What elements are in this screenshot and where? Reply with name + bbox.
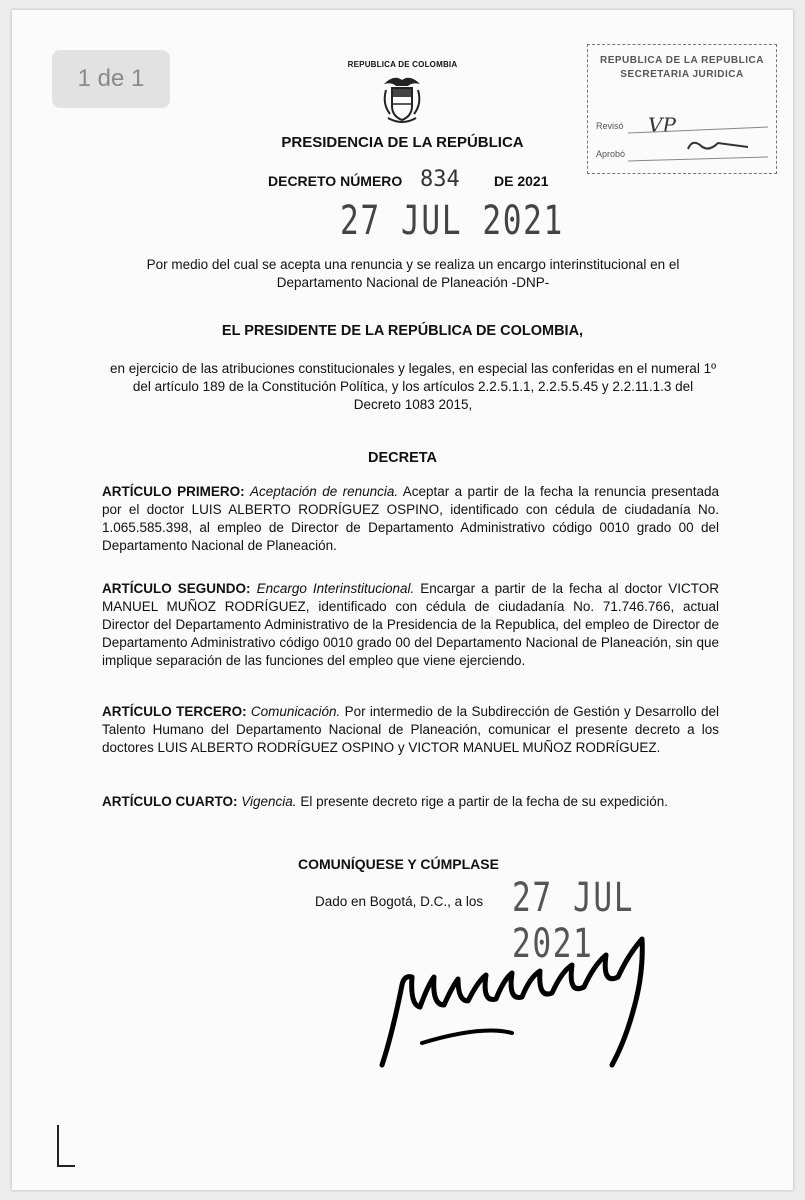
article-subtitle: Encargo Interinstitucional. bbox=[256, 581, 415, 596]
article-text: Aceptar a partir de la fecha la renuncia presentada por el doctor LUIS ALBERTO RODRÍGUEZ OSPINO, identificado con cédula de ciudadanía No. 1.065.585.398, al empleo de Director de Departamento Administrativo código 0010 grado 00 del Departamento Nacional de Planeación. bbox=[102, 484, 719, 553]
date-stamp-2: 27 JUL 2021 bbox=[512, 875, 635, 967]
article-text: Encargar a partir de la fecha al doctor VICTOR MANUEL MUÑOZ RODRÍGUEZ, identificado con cédula de ciudadanía No. 71.746.766, actual Director del Departamento Administrativo de la Presidencia de la Republica, del empleo de Director de Departamento Administrativo código 0010 grado 00 del Departamento Nacional de Planeación, sin que implique separación de las funciones del empleo que viene ejerciendo. bbox=[102, 581, 719, 668]
stamp-line-2: SECRETARIA JURIDICA bbox=[620, 69, 744, 80]
article-second bbox=[102, 580, 719, 670]
stamp-revised-label: Revisó bbox=[596, 121, 624, 131]
presidency-heading: PRESIDENCIA DE LA REPÚBLICA bbox=[281, 134, 524, 151]
page-corner-mark bbox=[57, 1165, 75, 1167]
article-subtitle: Comunicación. bbox=[250, 704, 341, 719]
decree-year: DE 2021 bbox=[494, 173, 549, 189]
article-subtitle: Aceptación de renuncia. bbox=[250, 484, 399, 499]
article-first bbox=[102, 483, 719, 555]
given-place: Dado en Bogotá, D.C., a los bbox=[315, 894, 484, 909]
decree-subject: Por medio del cual se acepta una renuncia y se realiza un encargo interinstitucional en el Departamento Nacional de Planeación -DNP- bbox=[146, 257, 680, 290]
decree-number: 834 bbox=[420, 167, 460, 192]
republic-heading: REPUBLICA DE COLOMBIA bbox=[347, 60, 458, 69]
stamp-approved-label: Aprobó bbox=[596, 149, 626, 159]
stamp-initials: VP bbox=[648, 113, 676, 137]
article-text: Por intermedio de la Subdirección de Gestión y Desarrollo del Talento Humano del Departamento Nacional de Planeación, comunicar el presente decreto a los doctores LUIS ALBERTO RODRÍGUEZ OSPINO y VICTOR MANUEL MUÑOZ RODRÍGUEZ. bbox=[102, 704, 719, 755]
stamp-signature-marks bbox=[588, 45, 776, 173]
page-corner-mark bbox=[57, 1125, 59, 1167]
date-stamp: 27 JUL 2021 bbox=[340, 198, 564, 244]
article-fourth bbox=[102, 793, 719, 811]
article-third bbox=[102, 703, 719, 757]
article-title: ARTÍCULO PRIMERO: bbox=[102, 484, 245, 499]
presidential-signature bbox=[362, 915, 682, 1075]
page-indicator: 1 de 1 bbox=[52, 50, 170, 108]
document-page bbox=[12, 10, 793, 1190]
coat-of-arms-icon bbox=[374, 70, 430, 126]
president-title: EL PRESIDENTE DE LA REPÚBLICA DE COLOMBIA, bbox=[221, 323, 584, 339]
article-title: ARTÍCULO CUARTO: bbox=[102, 794, 238, 809]
article-subtitle: Vigencia. bbox=[241, 794, 297, 809]
article-text: El presente decreto rige a partir de la fecha de su expedición. bbox=[300, 794, 669, 809]
stamp-line-1: REPUBLICA DE LA REPUBLICA bbox=[600, 55, 764, 66]
decreta-heading: DECRETA bbox=[367, 450, 437, 466]
article-title: ARTÍCULO TERCERO: bbox=[102, 704, 247, 719]
legal-powers-paragraph: en ejercicio de las atribuciones constitucionales y legales, en especial las conferidas en el numeral 1º del artículo 189 de la Constitución Política, y los artículos 2.2.5.1.1, 2.2.5.5.45 y 2.2.11.1.3 del Decreto 1083 2015, bbox=[109, 361, 717, 412]
closing-formula: COMUNÍQUESE Y CÚMPLASE bbox=[298, 856, 499, 872]
legal-office-stamp bbox=[587, 44, 777, 174]
article-title: ARTÍCULO SEGUNDO: bbox=[102, 581, 251, 596]
decree-label: DECRETO NÚMERO bbox=[268, 173, 403, 189]
